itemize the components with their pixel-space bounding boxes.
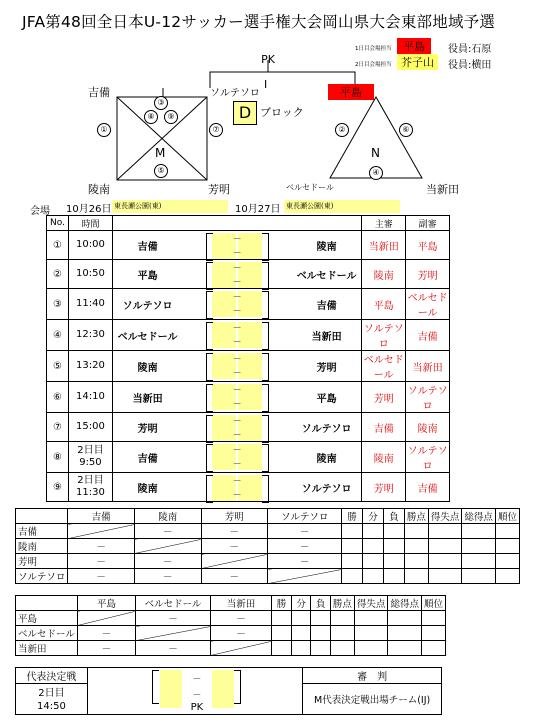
score-dash: －	[232, 278, 242, 288]
standings-cell	[428, 539, 462, 554]
match-number-n-2: ②	[335, 123, 349, 137]
standings-cell: －	[268, 524, 342, 539]
day2-officer: 役員:横田	[448, 60, 492, 71]
standings-cell	[495, 554, 519, 569]
final-label: 代表決定戦	[16, 668, 88, 684]
away-team: ソルテソロ	[292, 473, 362, 502]
day1-officer: 役員:石原	[448, 44, 492, 55]
standings-cell: －	[136, 611, 211, 626]
score-dash: －	[232, 431, 242, 441]
match-number: ⑧	[47, 442, 69, 473]
assistant-referee: 吉備	[406, 320, 450, 351]
standings-column-header: 勝点	[330, 596, 354, 611]
standings-cell	[363, 524, 384, 539]
group-n-team-1: ベルセドール	[286, 183, 334, 192]
score-cell	[182, 442, 292, 473]
match-time	[68, 473, 112, 502]
standings-cell	[354, 626, 388, 641]
score-dash: －	[232, 446, 242, 456]
final-match-table	[15, 667, 442, 715]
main-referee: ソルテソロ	[362, 320, 406, 351]
match-time: 13:20	[68, 351, 112, 382]
standings-column-header: 吉備	[68, 509, 135, 524]
standings-m-table	[15, 508, 520, 584]
standings-diagonal-cell	[201, 554, 268, 569]
standings-column-header: 順位	[421, 596, 445, 611]
standings-column-header: 総得点	[388, 596, 422, 611]
standings-n-table	[15, 595, 446, 656]
match-time: 15:00	[68, 413, 112, 442]
venue-day1-place: 東長瀬公園(東)	[112, 200, 228, 213]
score-dash: －	[232, 400, 242, 410]
match-time-clock: 11:30	[76, 487, 105, 498]
day1-venue-team: 平島	[397, 38, 431, 54]
standings-column-header: 分	[291, 596, 311, 611]
standings-cell	[330, 626, 354, 641]
schedule-row	[47, 413, 494, 442]
bracket-right-top-team: 平島	[328, 84, 374, 100]
match-time	[68, 442, 112, 473]
match-time: 11:40	[68, 289, 112, 320]
assistant-referee: 当新田	[406, 351, 450, 382]
standings-column-header: 総得点	[462, 509, 496, 524]
group-n-letter: N	[371, 146, 380, 160]
pk-bar: I	[264, 78, 268, 91]
standings-cell	[354, 641, 388, 656]
standings-cell	[291, 641, 311, 656]
standings-cell	[330, 611, 354, 626]
standings-cell	[363, 569, 384, 584]
standings-cell	[404, 569, 428, 584]
venue-day2-place: 東長瀬公園(東)	[284, 200, 400, 213]
standings-cell	[342, 524, 363, 539]
standings-column-header: ソルテソロ	[268, 509, 342, 524]
standings-cell	[311, 641, 331, 656]
match-number-m-8: ⑧	[144, 110, 158, 124]
score-cell	[182, 351, 292, 382]
final-dash-2: －	[192, 691, 202, 701]
assistant-referee: ソルテソロ	[406, 442, 450, 473]
match-number: ②	[47, 260, 69, 289]
standings-column-header: 負	[383, 509, 404, 524]
final-score-cell	[87, 668, 302, 715]
standings-cell	[383, 539, 404, 554]
standings-cell: －	[136, 641, 211, 656]
group-m-team-3: 芳明	[208, 183, 230, 196]
main-referee: 陵南	[362, 260, 406, 289]
schedule-row	[47, 260, 494, 289]
standings-column-header: 陵南	[134, 509, 201, 524]
standings-cell: －	[77, 641, 135, 656]
score-dash: －	[232, 386, 242, 396]
away-team: 芳明	[292, 351, 362, 382]
venue-label: 会場	[30, 206, 50, 217]
standings-cell: －	[68, 554, 135, 569]
header-main-referee: 主審	[362, 216, 406, 231]
match-time: 10:50	[68, 260, 112, 289]
assistant-referee: 芳明	[406, 260, 450, 289]
home-team: ソルテソロ	[112, 289, 182, 320]
away-team: 陵南	[292, 442, 362, 473]
standings-team-name: 吉備	[16, 524, 68, 539]
standings-cell	[291, 611, 311, 626]
score-cell	[182, 320, 292, 351]
home-team: 芳明	[112, 413, 182, 442]
schedule-row	[47, 231, 494, 260]
standings-cell	[272, 641, 292, 656]
standings-cell: －	[68, 569, 135, 584]
schedule-row	[47, 442, 494, 473]
standings-cell: －	[134, 554, 201, 569]
standings-cell	[383, 554, 404, 569]
standings-team-name: 平島	[16, 611, 78, 626]
group-m-team-1: 吉備	[88, 86, 110, 99]
standings-column-header: 勝	[272, 596, 292, 611]
home-team: ベルセドール	[112, 320, 182, 351]
standings-team-name: 芳明	[16, 554, 68, 569]
assistant-referee: 陵南	[406, 413, 450, 442]
score-dash: －	[232, 369, 242, 379]
home-team: 平島	[112, 260, 182, 289]
assistant-referee: ソルテソロ	[406, 382, 450, 413]
standings-cell: －	[77, 626, 135, 641]
standings-row	[16, 641, 446, 656]
main-referee: 平島	[362, 289, 406, 320]
standings-cell	[272, 626, 292, 641]
standings-cell	[428, 569, 462, 584]
match-time-clock: 9:50	[79, 457, 102, 468]
match-number-n-4: ④	[369, 166, 383, 180]
main-referee: 当新田	[362, 231, 406, 260]
pk-label: PK	[261, 53, 275, 66]
standings-cell	[311, 626, 331, 641]
match-number-m-5: ⑤	[154, 164, 168, 178]
header-no: No.	[47, 216, 69, 231]
final-score-away	[212, 670, 234, 708]
group-m-letter: M	[155, 146, 166, 160]
standings-cell	[342, 539, 363, 554]
group-m-team-2: 陵南	[88, 183, 110, 196]
score-dash: －	[232, 338, 242, 348]
standings-cell: －	[201, 569, 268, 584]
standings-cell: －	[134, 524, 201, 539]
score-dash: －	[232, 477, 242, 487]
schedule-row	[47, 320, 494, 351]
standings-header-row	[16, 596, 446, 611]
score-dash: －	[232, 460, 242, 470]
standings-team-name: 当新田	[16, 641, 78, 656]
standings-row	[16, 611, 446, 626]
standings-cell	[272, 611, 292, 626]
score-dash: －	[232, 307, 242, 317]
home-team: 陵南	[112, 351, 182, 382]
match-number-m-3: ③	[154, 96, 168, 110]
schedule-row	[47, 382, 494, 413]
standings-diagonal-cell	[268, 569, 342, 584]
assistant-referee: ベルセドール	[406, 289, 450, 320]
standings-cell	[495, 569, 519, 584]
standings-cell	[363, 554, 384, 569]
standings-row	[16, 539, 520, 554]
standings-column-header: 順位	[495, 509, 519, 524]
score-dash: －	[232, 324, 242, 334]
match-number: ①	[47, 231, 69, 260]
standings-cell	[342, 569, 363, 584]
match-time: 14:10	[68, 382, 112, 413]
standings-diagonal-cell	[134, 539, 201, 554]
bracket-left-top-team: ソルテソロ	[210, 88, 260, 99]
standings-column-header: 芳明	[201, 509, 268, 524]
away-team: 平島	[292, 382, 362, 413]
match-number: ⑤	[47, 351, 69, 382]
main-referee: 芳明	[362, 382, 406, 413]
standings-row	[16, 626, 446, 641]
match-time-day: 2日目	[77, 445, 104, 456]
away-team: 陵南	[292, 231, 362, 260]
standings-diagonal-cell	[136, 626, 211, 641]
home-team: 陵南	[112, 473, 182, 502]
standings-cell	[404, 539, 428, 554]
block-letter: D	[233, 101, 257, 125]
standings-cell	[462, 554, 496, 569]
standings-cell	[495, 539, 519, 554]
match-number-n-6: ⑥	[399, 123, 413, 137]
standings-column-header: 勝	[342, 509, 363, 524]
match-number: ④	[47, 320, 69, 351]
standings-cell	[421, 611, 445, 626]
standings-cell	[342, 554, 363, 569]
schedule-table	[46, 215, 494, 502]
main-referee: 陵南	[362, 442, 406, 473]
match-number: ⑦	[47, 413, 69, 442]
standings-column-header: 当新田	[210, 596, 271, 611]
header-time: 時間	[68, 216, 112, 231]
match-number-m-1: ①	[97, 123, 111, 137]
standings-diagonal-cell	[210, 641, 271, 656]
block-label: ブロック	[260, 106, 304, 119]
main-referee: ベルセドール	[362, 351, 406, 382]
schedule-header-row	[47, 216, 494, 231]
standings-cell: －	[201, 539, 268, 554]
standings-cell	[462, 524, 496, 539]
day1-venue-label: 1日目会場担当	[355, 46, 392, 52]
standings-cell	[428, 554, 462, 569]
standings-cell: －	[210, 626, 271, 641]
standings-team-name: ベルセドール	[16, 626, 78, 641]
standings-cell	[388, 626, 422, 641]
standings-cell: －	[268, 554, 342, 569]
standings-column-header: 勝点	[404, 509, 428, 524]
assistant-referee: 平島	[406, 231, 450, 260]
schedule-row	[47, 351, 494, 382]
score-cell	[182, 260, 292, 289]
standings-cell	[428, 524, 462, 539]
home-team: 当新田	[112, 382, 182, 413]
standings-row	[16, 524, 520, 539]
standings-cell	[421, 626, 445, 641]
standings-diagonal-cell	[77, 611, 135, 626]
final-referee-value: M代表決定戦出場チーム(IJ)	[303, 684, 442, 715]
final-referee-header: 審 判	[303, 668, 442, 684]
match-time-day: 2日目	[77, 475, 104, 486]
match-time: 12:30	[68, 320, 112, 351]
standings-cell	[421, 641, 445, 656]
standings-cell	[388, 611, 422, 626]
standings-row	[16, 569, 520, 584]
standings-team-name: ソルテソロ	[16, 569, 68, 584]
final-dash-1: －	[192, 675, 202, 685]
match-number: ⑥	[47, 382, 69, 413]
score-cell	[182, 413, 292, 442]
score-dash: －	[232, 417, 242, 427]
standings-cell	[462, 539, 496, 554]
score-dash: －	[232, 293, 242, 303]
main-referee: 吉備	[362, 413, 406, 442]
score-cell	[182, 382, 292, 413]
standings-cell: －	[268, 539, 342, 554]
main-referee: 芳明	[362, 473, 406, 502]
standings-cell: －	[201, 524, 268, 539]
standings-row	[16, 554, 520, 569]
match-time: 10:00	[68, 231, 112, 260]
page-title: JFA第48回全日本U-12サッカー選手権大会岡山県大会東部地域予選	[22, 13, 496, 31]
away-team: 当新田	[292, 320, 362, 351]
away-team: ベルセドール	[292, 260, 362, 289]
home-team: 吉備	[112, 442, 182, 473]
match-number-m-7: ⑦	[209, 123, 223, 137]
score-dash: －	[232, 235, 242, 245]
away-team: 吉備	[292, 289, 362, 320]
standings-cell	[462, 569, 496, 584]
away-team: ソルテソロ	[292, 413, 362, 442]
score-cell	[182, 289, 292, 320]
final-pk: PK	[190, 702, 204, 713]
score-dash: －	[232, 264, 242, 274]
standings-cell	[404, 554, 428, 569]
standings-header-row	[16, 509, 520, 524]
standings-cell	[311, 611, 331, 626]
standings-cell	[354, 611, 388, 626]
venue-day1-date: 10月26日	[66, 204, 112, 215]
standings-column-header: 得失点	[428, 509, 462, 524]
standings-cell	[495, 524, 519, 539]
final-time: 14:50	[16, 699, 88, 715]
standings-cell	[388, 641, 422, 656]
score-dash: －	[232, 249, 242, 259]
final-day: 2日目	[16, 684, 88, 700]
standings-column-header: ベルセドール	[136, 596, 211, 611]
score-dash: －	[232, 355, 242, 365]
standings-cell	[330, 641, 354, 656]
score-dash: －	[232, 491, 242, 501]
home-team: 吉備	[112, 231, 182, 260]
standings-cell: －	[134, 569, 201, 584]
match-number: ⑨	[47, 473, 69, 502]
schedule-row	[47, 473, 494, 502]
header-assistant-referee: 副審	[406, 216, 450, 231]
match-number-m-9: ⑨	[164, 110, 178, 124]
group-n-team-2: 当新田	[426, 183, 459, 196]
standings-cell	[404, 524, 428, 539]
standings-cell	[383, 524, 404, 539]
standings-cell	[383, 569, 404, 584]
score-cell	[182, 231, 292, 260]
schedule-row	[47, 289, 494, 320]
standings-cell: －	[210, 611, 271, 626]
standings-team-name: 陵南	[16, 539, 68, 554]
standings-column-header: 平島	[77, 596, 135, 611]
standings-cell	[363, 539, 384, 554]
day2-venue-label: 2日目会場担当	[355, 62, 392, 68]
standings-column-header: 負	[311, 596, 331, 611]
assistant-referee: 吉備	[406, 473, 450, 502]
day2-venue-team: 芥子山	[397, 54, 438, 70]
standings-diagonal-cell	[68, 524, 135, 539]
score-cell	[182, 473, 292, 502]
venue-day2-date: 10月27日	[235, 204, 281, 215]
match-number: ③	[47, 289, 69, 320]
standings-column-header: 得失点	[354, 596, 388, 611]
standings-cell: －	[68, 539, 135, 554]
final-score-home	[160, 670, 182, 708]
standings-cell	[291, 626, 311, 641]
standings-column-header: 分	[363, 509, 384, 524]
